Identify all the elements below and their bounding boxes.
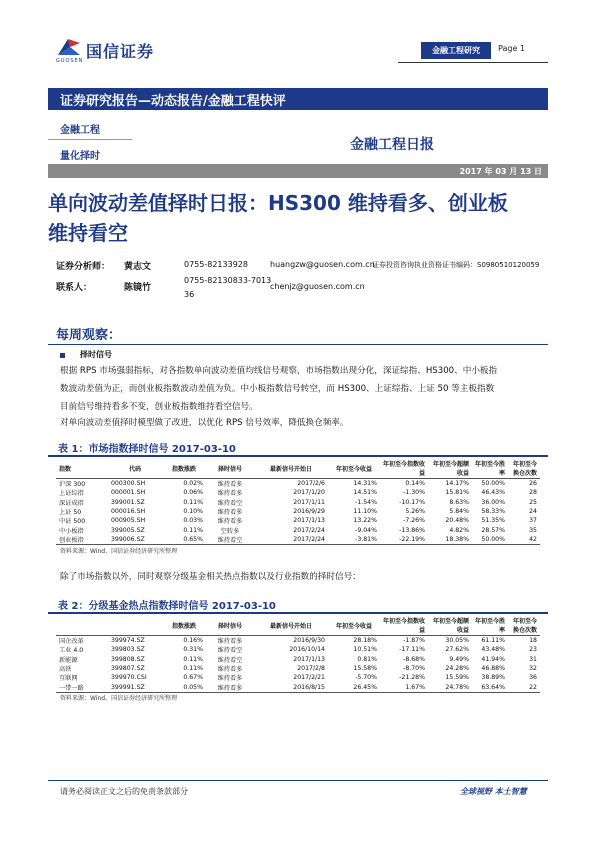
table-2-header-row — [56, 615, 540, 636]
table-cell: 维持看空 — [217, 499, 243, 507]
table-cell: 35 — [529, 526, 537, 534]
table-cell: 维持看空 — [217, 656, 243, 664]
table-cell: 13.22% — [353, 517, 377, 525]
table-cell: 工业 4.0 — [59, 647, 84, 655]
table-header-cell — [108, 615, 162, 636]
table-cell: 0.11% — [183, 526, 203, 534]
table-2 — [56, 615, 540, 693]
table-cell: -7.26% — [403, 517, 425, 525]
table-header-cell: 年初至今收益 — [328, 615, 380, 636]
table-cell: 000001.SH — [111, 489, 146, 497]
title-line-2: 维持看空 — [48, 221, 128, 245]
table-cell: 399974.SZ — [111, 637, 145, 645]
table-cell: 41.94% — [481, 655, 505, 663]
table-cell: 创业板指 — [56, 535, 108, 545]
table-cell: 深证成指 — [59, 499, 84, 507]
table-cell: 维持看空 — [206, 535, 254, 545]
table-cell: 22 — [508, 682, 540, 692]
table-cell: 2017/2/8 — [297, 665, 325, 673]
table-cell: 31 — [529, 655, 537, 663]
table-cell: 399807.SZ — [111, 665, 145, 673]
category-label-2: 量化择时 — [48, 143, 132, 166]
table-cell: 399808.SZ — [111, 655, 145, 663]
table-row — [56, 507, 540, 516]
table-header-cell: 年初至今指数收益 — [380, 615, 428, 636]
table-header-cell: 择时信号 — [206, 458, 254, 479]
table-cell: 15.58% — [353, 665, 377, 673]
table-cell: 维持看多 — [217, 675, 243, 683]
analyst-cert: 证券投资咨询执业资格证书编码：S0980510120059 — [372, 261, 540, 269]
table-cell: 000905.SH — [111, 517, 146, 525]
table-header-cell: 年初至今收益 — [328, 458, 380, 479]
category-label-1: 金融工程 — [48, 117, 132, 140]
table-cell: 399991.SZ — [108, 682, 162, 692]
table-cell: 维持看多 — [217, 638, 243, 646]
table-cell: 新能源 — [59, 656, 78, 664]
table-cell: 一带一路 — [56, 682, 108, 692]
table-cell: 0.11% — [183, 655, 203, 663]
weekly-title: 每周观察： — [56, 328, 122, 343]
analyst-phone: 0755-82133928 — [184, 260, 248, 269]
table-row — [56, 479, 540, 489]
table-cell: 高铁 — [59, 666, 72, 674]
table-cell: -13.86% — [399, 526, 425, 534]
table-header-cell: 代码 — [108, 458, 162, 479]
table-cell: 维持看多 — [217, 518, 243, 526]
table-cell: 维持看多 — [217, 481, 243, 489]
logo-subtext: GUOSEN — [56, 58, 84, 64]
contact-phone-ext: 36 — [184, 290, 195, 299]
table-cell: 2017/1/13 — [293, 655, 325, 663]
table-cell: -1.54% — [355, 498, 377, 506]
bullet-square-icon — [60, 353, 65, 358]
table-cell: 维持看多 — [217, 666, 243, 674]
table-cell: -9.04% — [355, 526, 377, 534]
table-cell: 2016/8/15 — [254, 682, 328, 692]
table-cell: 2017/2/24 — [293, 526, 325, 534]
table-cell: 维持看多 — [217, 509, 243, 517]
guosen-logo-icon — [56, 37, 82, 57]
table-cell: 50.00% — [472, 535, 508, 545]
table-cell: -1.87% — [403, 637, 425, 645]
table-cell: 2017/2/6 — [297, 480, 325, 488]
table-cell: 2017/1/13 — [293, 517, 325, 525]
section-tag: 金融工程研究 — [421, 42, 491, 59]
table-cell: 5.84% — [449, 508, 469, 516]
table-cell: 399005.SZ — [111, 526, 145, 534]
table-cell: 中证 500 — [59, 518, 86, 526]
table-cell: 399803.SZ — [111, 646, 145, 654]
table-cell: 15.59% — [445, 674, 469, 682]
table-cell: 4.82% — [449, 526, 469, 534]
table-header-cell: 年初至今换仓次数 — [508, 458, 540, 479]
table-cell: 9.49% — [449, 655, 469, 663]
table-cell: 28.57% — [481, 526, 505, 534]
table-1 — [56, 458, 540, 545]
table-cell: 2017/1/11 — [293, 498, 325, 506]
table-cell: 63.64% — [472, 682, 508, 692]
table-header-cell: 年初至今超额收益 — [428, 458, 472, 479]
table-cell: 2016/9/30 — [293, 637, 325, 645]
table-cell: 0.05% — [162, 682, 206, 692]
table-cell: 1.67% — [380, 682, 428, 692]
table-cell: 36.00% — [481, 498, 505, 506]
contact-email[interactable]: chenjz@guosen.com.cn — [270, 282, 365, 291]
table-header-cell: 年初至今换仓次数 — [508, 615, 540, 636]
table-cell: 空转多 — [220, 527, 240, 535]
table-cell: 26 — [529, 480, 537, 488]
table-cell: 2017/2/21 — [293, 674, 325, 682]
table-header-cell: 指数 — [56, 458, 108, 479]
table-row — [56, 645, 540, 654]
table-cell: 26.45% — [328, 682, 380, 692]
paragraph-1-line-2: 数波动差值为正，而创业板指数波动差值为负。中小板指数信号转空，而 HS300、上证综指、上证 50 等主板指数 — [60, 384, 495, 394]
paragraph-1 — [60, 362, 548, 416]
table-cell: 28 — [529, 489, 537, 497]
footer-disclaimer: 请务必阅读正文之后的免责条款部分 — [60, 787, 188, 796]
table-cell: 2016/9/29 — [293, 508, 325, 516]
table-cell: 14.51% — [353, 489, 377, 497]
table-cell: -5.70% — [355, 674, 377, 682]
table-cell: 30.05% — [445, 637, 469, 645]
table-cell: 15.81% — [445, 489, 469, 497]
table-cell: -1.30% — [403, 489, 425, 497]
paragraph-3: 除了市场指数以外，同时观察分级基金相关热点指数以及行业指数的择时信号： — [60, 572, 361, 582]
table-row — [56, 516, 540, 525]
table-row — [56, 488, 540, 497]
paragraph-1-line-3: 目前信号维持看多不变，创业板指数维持看空信号。 — [60, 402, 258, 412]
table-cell: 50.00% — [481, 480, 505, 488]
table-cell: 46.43% — [481, 489, 505, 497]
table-2-title: 表 2：分级基金热点指数择时信号 2017-03-10 — [48, 597, 548, 614]
table-cell: 18.38% — [428, 535, 472, 545]
table-cell: -21.28% — [399, 674, 425, 682]
table-cell: 上证 50 — [59, 509, 82, 517]
table-row — [56, 535, 540, 545]
paragraph-2: 对单向波动差值择时模型做了改进，以优化 RPS 信号效率，降低换仓频率。 — [60, 418, 349, 428]
table-cell: 2017/2/24 — [254, 535, 328, 545]
analyst-role: 证券分析师： — [56, 262, 111, 272]
table-row — [56, 498, 540, 507]
table-header-cell: 年初至今胜率 — [472, 458, 508, 479]
table-cell: 沪深 300 — [59, 481, 86, 489]
table-cell: 18 — [529, 637, 537, 645]
table-cell: 14.17% — [445, 480, 469, 488]
table-1-header-row — [56, 458, 540, 479]
report-date: 2017 年 03 月 13 日 — [48, 164, 548, 178]
table-row — [56, 673, 540, 682]
table-header-cell: 最新信号开始日 — [254, 615, 328, 636]
contact-phone: 0755-82130833-7013 — [184, 276, 272, 285]
table-cell: 0.11% — [183, 665, 203, 673]
header-divider — [398, 62, 548, 63]
table-cell: 0.10% — [183, 508, 203, 516]
contact-name: 陈镜竹 — [124, 283, 152, 293]
table-cell: 维持看多 — [206, 682, 254, 692]
table-row — [56, 636, 540, 646]
table-cell: 46.88% — [481, 665, 505, 673]
table-cell: -8.68% — [403, 655, 425, 663]
table-cell: 0.31% — [183, 646, 203, 654]
title-line-1: 单向波动差值择时日报：HS300 维持看多、创业板 — [48, 191, 508, 215]
table-cell: 000300.SH — [111, 480, 146, 488]
table-header-cell: 择时信号 — [206, 615, 254, 636]
table-cell: -10.17% — [399, 498, 425, 506]
table-cell: 27.62% — [445, 646, 469, 654]
table-cell: 43.48% — [481, 646, 505, 654]
table-cell: 中小板指 — [59, 527, 84, 535]
table-cell: 14.31% — [353, 480, 377, 488]
table-cell: 25 — [529, 498, 537, 506]
table-cell: 0.11% — [183, 498, 203, 506]
table-row — [56, 525, 540, 534]
table-cell: 399006.SZ — [108, 535, 162, 545]
table-cell: 0.14% — [405, 480, 425, 488]
table-cell: 0.16% — [183, 637, 203, 645]
analyst-email[interactable]: huangzw@guosen.com.cn — [270, 260, 375, 269]
paragraph-1-line-1: 根据 RPS 市场强弱指标，对各指数单向波动差值均线信号观察，市场指数出现分化，深证综指、HS300、中小板指 — [60, 366, 498, 376]
contact-role: 联系人： — [56, 283, 93, 293]
weekly-section-header — [48, 320, 548, 345]
table-cell: 0.06% — [183, 489, 203, 497]
table-cell: -17.11% — [399, 646, 425, 654]
table-cell: -3.81% — [328, 535, 380, 545]
table-cell: 28.18% — [353, 637, 377, 645]
table-cell: 23 — [529, 646, 537, 654]
table-1-source: 资料来源：Wind、国信证券经济研究所整理 — [60, 548, 178, 555]
footer-divider — [48, 780, 548, 781]
page-title — [48, 188, 558, 248]
table-2-source: 资料来源：Wind、国信证券经济研究所整理 — [60, 695, 178, 702]
page-number: Page 1 — [498, 44, 525, 53]
table-1-title: 表 1：市场指数择时信号 2017-03-10 — [48, 440, 548, 457]
table-cell: 8.63% — [449, 498, 469, 506]
table-cell: 上证综指 — [59, 490, 84, 498]
table-row — [56, 655, 540, 664]
table-cell: 38.89% — [481, 674, 505, 682]
table-cell: 51.35% — [481, 517, 505, 525]
table-cell: 000016.SH — [111, 508, 146, 516]
table-header-cell: 年初至今超额收益 — [428, 615, 472, 636]
table-cell: 10.51% — [353, 646, 377, 654]
report-banner: 证券研究报告—动态报告/金融工程快评 — [48, 88, 548, 110]
table-cell: -22.19% — [380, 535, 428, 545]
table-cell: 0.81% — [357, 655, 377, 663]
logo-text: 国信证券 — [86, 42, 155, 61]
table-cell: 5.26% — [405, 508, 425, 516]
table-row — [56, 682, 540, 692]
table-cell: 32 — [529, 665, 537, 673]
table-cell: 42 — [508, 535, 540, 545]
table-header-cell — [56, 615, 108, 636]
table-cell: 399970.CSI — [111, 674, 147, 682]
table-row — [56, 664, 540, 673]
table-cell: 互联网 — [59, 675, 78, 683]
table-cell: 2016/10/14 — [289, 646, 325, 654]
table-header-cell: 年初至今指数收益 — [380, 458, 428, 479]
table-header-cell: 指数涨跌 — [162, 615, 206, 636]
table-cell: 11.10% — [353, 508, 377, 516]
table-cell: 维持看空 — [217, 647, 243, 655]
table-cell: 24.78% — [428, 682, 472, 692]
table-cell: 399001.SZ — [111, 498, 145, 506]
table-cell: 0.67% — [183, 674, 203, 682]
table-cell: 0.65% — [162, 535, 206, 545]
table-cell: 24.28% — [445, 665, 469, 673]
table-cell: 61.11% — [481, 637, 505, 645]
table-header-cell: 最新信号开始日 — [254, 458, 328, 479]
bullet-label: 择时信号 — [80, 350, 112, 359]
table-cell: 0.03% — [183, 517, 203, 525]
table-cell: 37 — [529, 517, 537, 525]
table-cell: 24 — [529, 508, 537, 516]
footer-slogan: 全球视野 本土智慧 — [460, 787, 527, 796]
table-cell: 国企改革 — [59, 638, 84, 646]
table-cell: 36 — [529, 674, 537, 682]
table-cell: 维持看多 — [217, 490, 243, 498]
table-cell: 0.02% — [183, 480, 203, 488]
report-type: 金融工程日报 — [350, 137, 434, 153]
table-header-cell: 年初至今胜率 — [472, 615, 508, 636]
table-cell: 2017/1/20 — [293, 489, 325, 497]
table-header-cell: 指数涨跌 — [162, 458, 206, 479]
table-cell: -8.70% — [403, 665, 425, 673]
analyst-name: 黄志文 — [124, 262, 152, 272]
table-cell: 20.48% — [445, 517, 469, 525]
table-cell: 58.33% — [481, 508, 505, 516]
